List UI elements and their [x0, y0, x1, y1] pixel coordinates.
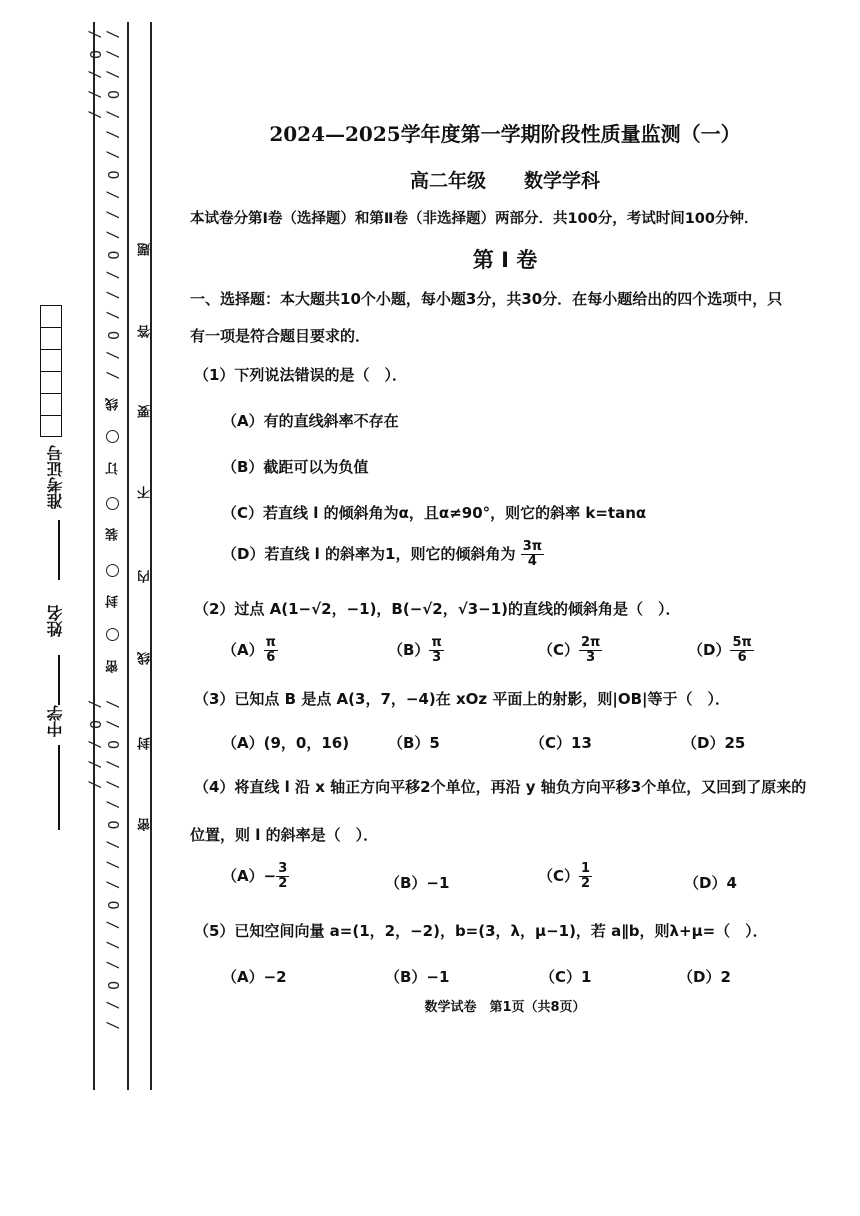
q2-a-label: （A） [222, 641, 264, 659]
q2-option-a [222, 636, 278, 665]
school-underline [58, 745, 60, 830]
seal-char-1: 密 [138, 818, 153, 831]
q2-option-b [388, 636, 444, 665]
q2-a-num: π [265, 635, 276, 650]
q4-option-c [538, 862, 592, 891]
q5-option-a: （A）−2 [222, 968, 287, 986]
seal-char-3: 线 [138, 652, 153, 665]
q4-c-num: 1 [581, 861, 591, 876]
q1-d-den: 4 [527, 554, 537, 569]
q1-option-a: （A）有的直线斜率不存在 [222, 412, 399, 430]
q2-a-fraction [264, 636, 278, 665]
binding-slash-pattern-top: / / / O / / / O / / / O / / / O / / / O / / / [86, 30, 122, 382]
exam-id-boxes[interactable] [40, 305, 64, 437]
exam-subtitle: 高二年级 数学学科 [409, 170, 600, 192]
exam-intro: 本试卷分第Ⅰ卷（选择题）和第Ⅱ卷（非选择题）两部分．共100分，考试时间100分钟． [190, 211, 759, 227]
section-instructions-line2: 有一项是符合题目要求的． [190, 327, 371, 345]
school-label: 中学 [46, 705, 65, 737]
name-underline [58, 655, 60, 705]
seal-char-2: 封 [138, 737, 153, 750]
seal-char-4: 内 [138, 570, 153, 583]
binding-char-2: 封 [106, 595, 121, 608]
q3-stem: （3）已知点 B 是点 A(3，7，−4)在 xOz 平面上的射影，则|OB|等于（ ）． [194, 690, 730, 708]
binding-slash-pattern-bottom: / / O / / / O / / / O / / / O / / / O / / / [86, 700, 122, 1032]
binding-char-5: 线 [106, 398, 121, 411]
seal-char-8: 题 [138, 243, 153, 256]
q2-d-label: （D） [688, 641, 731, 659]
q2-b-num: π [431, 635, 442, 650]
q2-b-den: 3 [432, 650, 442, 665]
q2-d-num: 5π [732, 635, 752, 650]
q4-option-a [222, 862, 289, 891]
q2-b-fraction [429, 636, 443, 665]
q1-stem: （1）下列说法错误的是（ ）． [194, 366, 407, 384]
binding-char-4: 订 [106, 462, 121, 475]
binding-rule-middle [127, 22, 129, 1090]
q2-option-c [538, 636, 602, 665]
q2-stem: （2）过点 A(1−√2，−1)，B(−√2，√3−1)的直线的倾斜角是（ ）． [194, 600, 681, 618]
q4-a-fraction [276, 862, 289, 891]
binding-rule-left [93, 22, 95, 1090]
exam-id-underline [58, 520, 60, 580]
seal-char-7: 答 [138, 325, 153, 338]
section-instructions-line1: 一、选择题：本大题共10个小题，每小题3分，共30分．在每小题给出的四个选项中，只 [190, 290, 783, 308]
q4-a-den: 2 [278, 876, 288, 891]
binding-char-3: 装 [106, 528, 121, 541]
q1-option-d [222, 540, 544, 569]
q2-option-d [688, 636, 754, 665]
q4-option-b: （B）−1 [385, 874, 450, 892]
q2-b-label: （B） [388, 641, 430, 659]
exam-title: 2024—2025学年度第一学期阶段性质量监测（一） [269, 122, 741, 146]
binding-circle-1 [106, 430, 119, 443]
q2-c-num: 2π [581, 635, 601, 650]
q3-option-d: （D）25 [682, 734, 746, 752]
q3-option-b: （B）5 [388, 734, 440, 752]
q5-stem: （5）已知空间向量 a=(1，2，−2)，b=(3，λ，μ−1)，若 a∥b，则λ+μ=（ ）． [194, 922, 768, 940]
q2-c-label: （C） [538, 641, 580, 659]
page-footer: 数学试卷 第1页（共8页） [424, 1000, 586, 1015]
q4-stem-line2: 位置，则 l 的斜率是（ ）． [190, 826, 379, 844]
q1-option-d-text: （D）若直线 l 的斜率为1，则它的倾斜角为 [222, 545, 516, 563]
binding-char-1: 密 [106, 660, 121, 673]
name-label: 姓名 [46, 605, 65, 637]
binding-circle-3 [106, 564, 119, 577]
part-title: 第 Ⅰ 卷 [472, 248, 538, 272]
q1-d-num: 3π [522, 539, 543, 554]
binding-circle-4 [106, 628, 119, 641]
seal-char-5: 不 [138, 486, 153, 499]
q4-option-d: （D）4 [684, 874, 737, 892]
q2-d-den: 6 [737, 650, 747, 665]
binding-circle-2 [106, 497, 119, 510]
q5-option-b: （B）−1 [385, 968, 450, 986]
q2-d-fraction [730, 636, 753, 665]
exam-id-label: 准考证号 [46, 445, 65, 509]
q3-option-c: （C）13 [530, 734, 592, 752]
q4-stem-line1: （4）将直线 l 沿 x 轴正方向平移2个单位，再沿 y 轴负方向平移3个单位，又回到了原来的 [194, 778, 807, 796]
q5-option-d: （D）2 [678, 968, 731, 986]
seal-char-6: 要 [138, 405, 153, 418]
q2-c-den: 3 [586, 650, 596, 665]
q4-a-num: 3 [278, 861, 288, 876]
q2-a-den: 6 [266, 650, 276, 665]
q3-option-a: （A）(9，0，16) [222, 734, 350, 752]
q1-option-b: （B）截距可以为负值 [222, 458, 369, 476]
q5-option-c: （C）1 [540, 968, 592, 986]
binding-rule-right [150, 22, 152, 1090]
q1-option-d-fraction [521, 540, 544, 569]
q4-c-den: 2 [581, 876, 591, 891]
q2-c-fraction [579, 636, 602, 665]
q4-a-label: （A）− [222, 867, 277, 885]
q4-c-label: （C） [538, 867, 580, 885]
q1-option-c: （C）若直线 l 的倾斜角为α，且α≠90°，则它的斜率 k=tanα [222, 504, 647, 522]
q4-c-fraction [579, 862, 592, 891]
